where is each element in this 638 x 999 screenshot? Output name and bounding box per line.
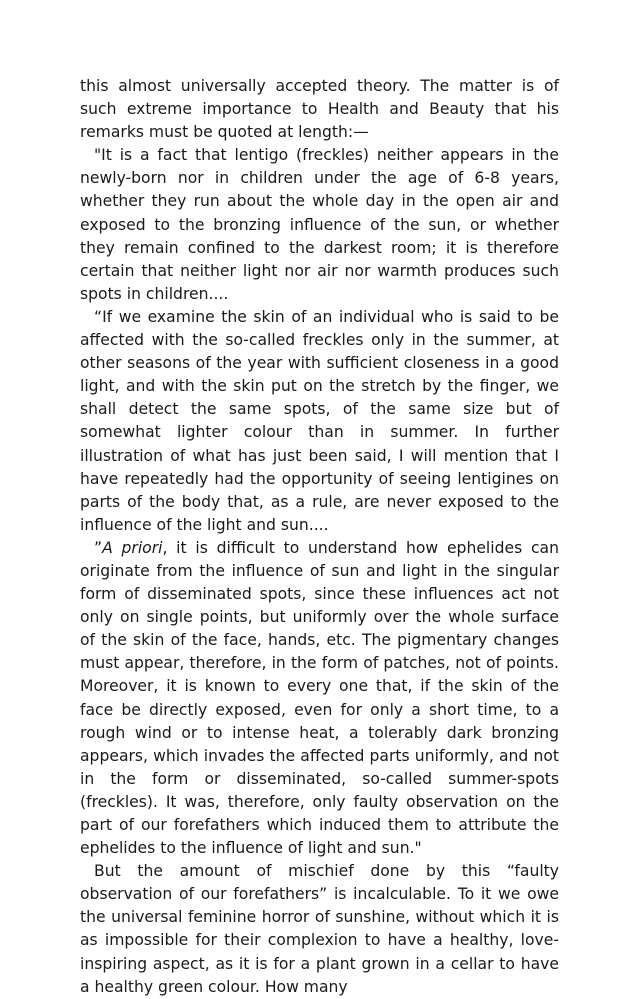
paragraph-5 xyxy=(80,860,559,999)
page-text xyxy=(80,75,559,999)
paragraph-3 xyxy=(80,306,559,537)
paragraph-4-italic-phrase: A priori xyxy=(102,538,163,557)
paragraph-1-text: this almost universally accepted theory. The matter is of such extreme importance to Health and Beauty that his remarks must be quoted at length:— xyxy=(80,77,559,142)
paragraph-2-text: "It is a fact that lentigo (freckles) neither appears in the newly-born nor in children under the age of 6-8 years, whether they run about the whole day in the open air and exposed to the bronzing influence of the sun, or whether they remain confined to the darkest room; it is therefore certain that neither light nor air nor warmth produces such spots in children.... xyxy=(80,146,559,303)
paragraph-5-text: But the amount of mischief done by this “faulty observation of our forefathers” is incalculable. To it we owe the universal feminine horror of sunshine, without which it is as impossible for their complexion to have a healthy, love-inspiring aspect, as it is for a plant grown in a cellar to have a healthy green colour. How many xyxy=(80,862,559,996)
paragraph-4-text: , it is difficult to understand how ephelides can originate from the influence of sun and light in the singular form of disseminated spots, since these influences act not only on single points, but uniformly over the whole surface of the skin of the face, hands, etc. The pigmentary changes must appear, therefore, in the form of patches, not of points. Moreover, it is known to every one that, if the skin of the face be directly exposed, even for only a short time, to a rough wind or to intense heat, a tolerably dark bronzing appears, which invades the affected parts uniformly, and not in the form or disseminated, so-called summer-spots (freckles). It was, therefore, only faulty observation on the part of our forefathers which induced them to attribute the ephelides to the influence of light and sun." xyxy=(80,538,559,858)
paragraph-4-quote: ” xyxy=(94,538,103,557)
paragraph-1 xyxy=(80,75,559,144)
paragraph-4 xyxy=(80,537,559,860)
paragraph-3-text: “If we examine the skin of an individual who is said to be affected with the so-called freckles only in the summer, at other seasons of the year with sufficient closeness in a good light, and with the skin put on the stretch by the finger, we shall detect the same spots, of the same size but of somewhat lighter colour than in summer. In further illustration of what has just been said, I will mention that I have repeatedly had the opportunity of seeing lentigines on parts of the body that, as a rule, are never exposed to the influence of the light and sun.... xyxy=(80,307,559,534)
paragraph-2 xyxy=(80,144,559,306)
